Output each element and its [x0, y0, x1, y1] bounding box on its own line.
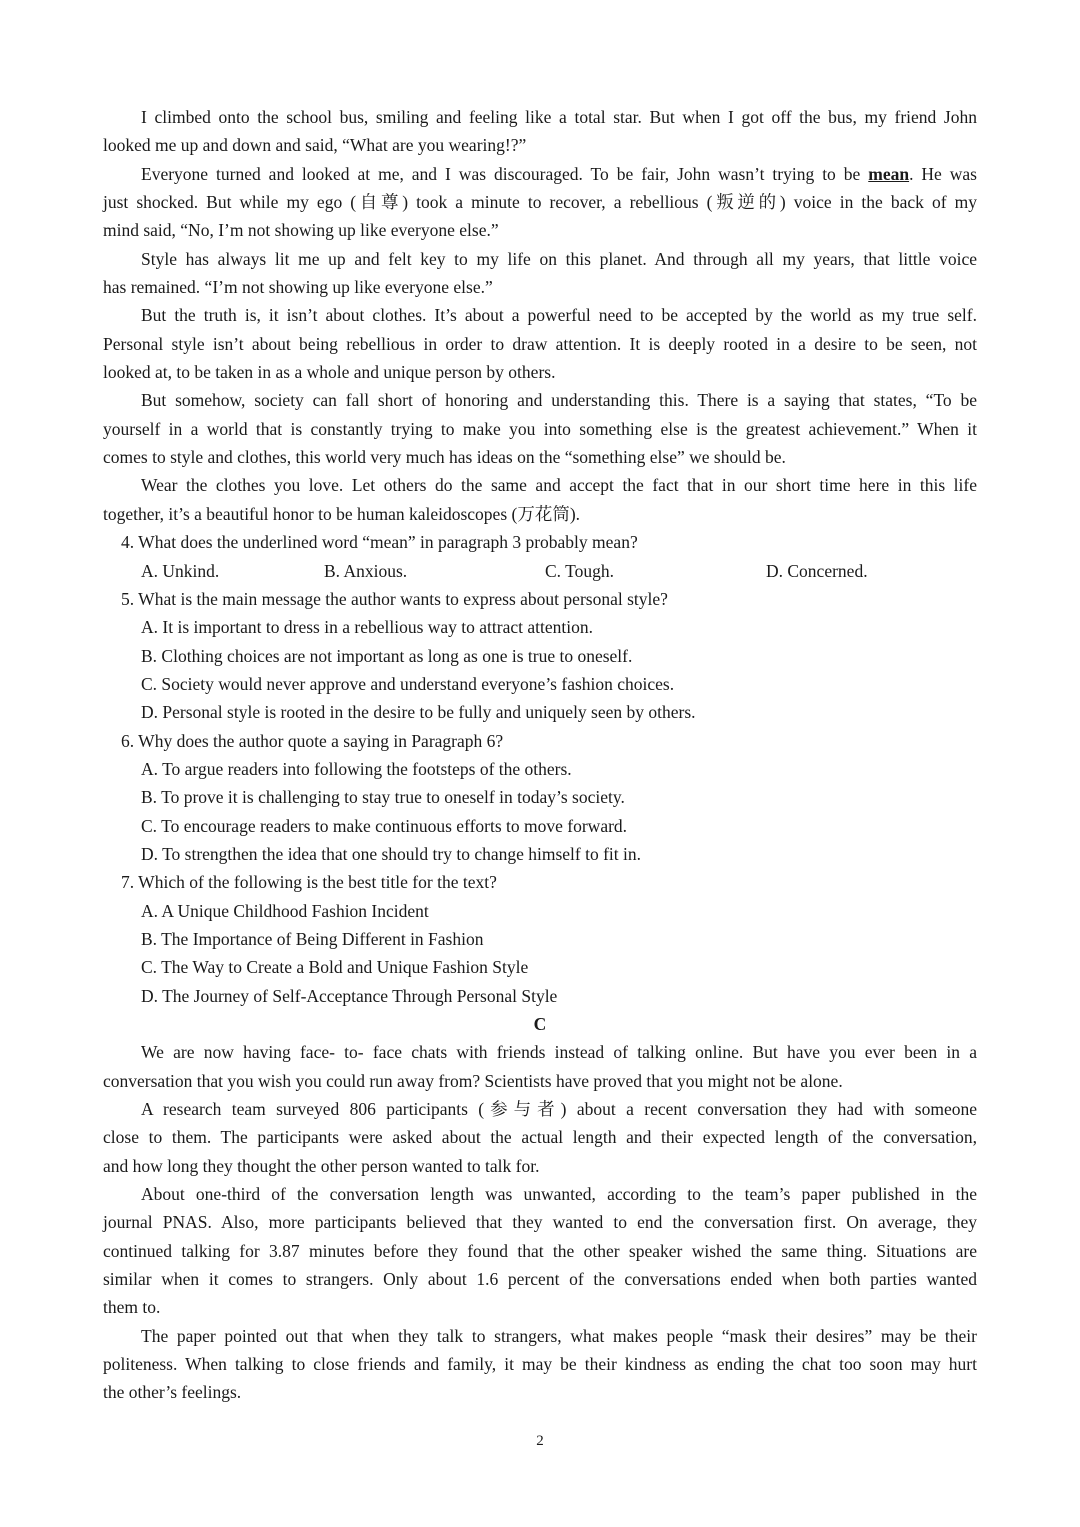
passage-b-p5-line-3: looked at, to be taken in as a whole and unique person by others.: [103, 362, 556, 383]
section-c-heading: C: [533, 1014, 547, 1034]
passage-b-p3-line-3: mind said, “No, I’m not showing up like everyone else.”: [103, 220, 499, 241]
q5-option-b[interactable]: B. Clothing choices are not important as long as one is true to oneself.: [141, 645, 633, 666]
q6-option-d[interactable]: D. To strengthen the idea that one should try to change himself to fit in.: [141, 843, 642, 864]
question-7-stem: 7. Which of the following is the best title for the text?: [121, 872, 497, 893]
q6-option-a[interactable]: A. To argue readers into following the footsteps of the others.: [141, 758, 572, 779]
page-number: 2: [536, 1433, 544, 1449]
p3-text-post: . He was: [909, 163, 977, 184]
passage-b-p3-line-2: just shocked. But while my ego (自尊) took a minute to recover, a rebellious (叛逆的) voice in the back of my: [103, 192, 977, 213]
question-4-stem: 4. What does the underlined word “mean” in paragraph 3 probably mean?: [121, 532, 638, 553]
passage-b-p7-line-1: Wear the clothes you love. Let others do the same and accept the fact that in our short time here in this life: [141, 475, 977, 496]
section-c-p3-line-5: them to.: [103, 1297, 161, 1318]
q5-option-a[interactable]: A. It is important to dress in a rebellious way to attract attention.: [141, 617, 593, 638]
q7-option-c[interactable]: C. The Way to Create a Bold and Unique Fashion Style: [141, 957, 529, 978]
passage-b-p5-line-2: Personal style isn’t about being rebellious in order to draw attention. It is deeply rooted in a desire to be seen, not: [103, 333, 977, 354]
passage-b-p3-line-1: [103, 160, 977, 188]
passage-b-p5-line-1: But the truth is, it isn’t about clothes. It’s about a powerful need to be accepted by the world as my true self.: [141, 305, 977, 326]
passage-b-p2-line-2: looked me up and down and said, “What are you wearing!?”: [103, 135, 527, 156]
passage-b-p6-line-1: But somehow, society can fall short of honoring and understanding this. There is a saying that states, “To be: [141, 390, 977, 411]
q7-option-b[interactable]: B. The Importance of Being Different in Fashion: [141, 928, 484, 949]
question-4-options: [103, 557, 977, 585]
passage-b-p6-line-2: yourself in a world that is constantly trying to make you into something else is the greatest achievement.” When it: [103, 418, 977, 439]
section-c-p2-line-3: and how long they thought the other person wanted to talk for.: [103, 1155, 540, 1176]
passage-b-p4-line-1: Style has always lit me up and felt key to my life on this planet. And through all my years, that little voice: [141, 248, 977, 269]
section-c-p3-line-4: similar when it comes to strangers. Only about 1.6 percent of the conversations ended when both parties wanted: [103, 1269, 977, 1290]
q4-option-b[interactable]: B. Anxious.: [324, 560, 408, 581]
page-content: [103, 103, 977, 1407]
section-c-p4-line-3: the other’s feelings.: [103, 1382, 242, 1403]
section-c-p1-line-2: conversation that you wish you could run away from? Scientists have proved that you might not be alone.: [103, 1070, 843, 1091]
passage-b-p4-line-2: has remained. “I’m not showing up like everyone else.”: [103, 277, 493, 298]
question-5-stem: 5. What is the main message the author wants to express about personal style?: [121, 588, 668, 609]
section-c-p4-line-1: The paper pointed out that when they talk to strangers, what makes people “mask their desires” may be their: [141, 1325, 977, 1346]
section-c-p3-line-3: continued talking for 3.87 minutes before they found that the other speaker wished the same thing. Situations are: [103, 1240, 977, 1261]
q6-option-c[interactable]: C. To encourage readers to make continuous efforts to move forward.: [141, 815, 628, 836]
q7-option-d[interactable]: D. The Journey of Self-Acceptance Through Personal Style: [141, 985, 558, 1006]
q5-option-d[interactable]: D. Personal style is rooted in the desire to be fully and uniquely seen by others.: [141, 702, 696, 723]
q6-option-b[interactable]: B. To prove it is challenging to stay true to oneself in today’s society.: [141, 787, 625, 808]
underlined-word-mean: mean: [868, 163, 910, 184]
section-c-p3-line-1: About one-third of the conversation length was unwanted, according to the team’s paper published in the: [141, 1184, 977, 1205]
q4-option-d[interactable]: D. Concerned.: [766, 560, 868, 581]
section-c-p3-line-2: journal PNAS. Also, more participants believed that they wanted to end the conversation first. On average, they: [103, 1212, 977, 1233]
q4-option-c[interactable]: C. Tough.: [545, 560, 614, 581]
passage-b-p6-line-3: comes to style and clothes, this world very much has ideas on the “something else” we should be.: [103, 447, 786, 468]
section-c-p4-line-2: politeness. When talking to close friends and family, it may be their kindness as ending the chat too soon may hurt: [103, 1354, 977, 1375]
passage-b-p7-line-2: together, it’s a beautiful honor to be human kaleidoscopes (万花筒).: [103, 503, 581, 524]
section-c-p2-line-2: close to them. The participants were asked about the actual length and their expected length of the conversation,: [103, 1127, 977, 1148]
question-6-stem: 6. Why does the author quote a saying in Paragraph 6?: [121, 730, 504, 751]
section-c-p1-line-1: We are now having face- to- face chats with friends instead of talking online. But have you ever been in a: [141, 1042, 977, 1063]
passage-b-p2-line-1: I climbed onto the school bus, smiling and feeling like a total star. But when I got off the bus, my friend John: [141, 107, 977, 127]
q7-option-a[interactable]: A. A Unique Childhood Fashion Incident: [141, 900, 429, 921]
q4-option-a[interactable]: A. Unkind.: [141, 560, 220, 581]
section-c-p2-line-1: A research team surveyed 806 participants (参与者) about a recent conversation they had with someone: [141, 1099, 977, 1120]
p3-text-pre: Everyone turned and looked at me, and I was discouraged. To be fair, John wasn’t trying to be: [141, 163, 869, 184]
q5-option-c[interactable]: C. Society would never approve and understand everyone’s fashion choices.: [141, 673, 675, 694]
